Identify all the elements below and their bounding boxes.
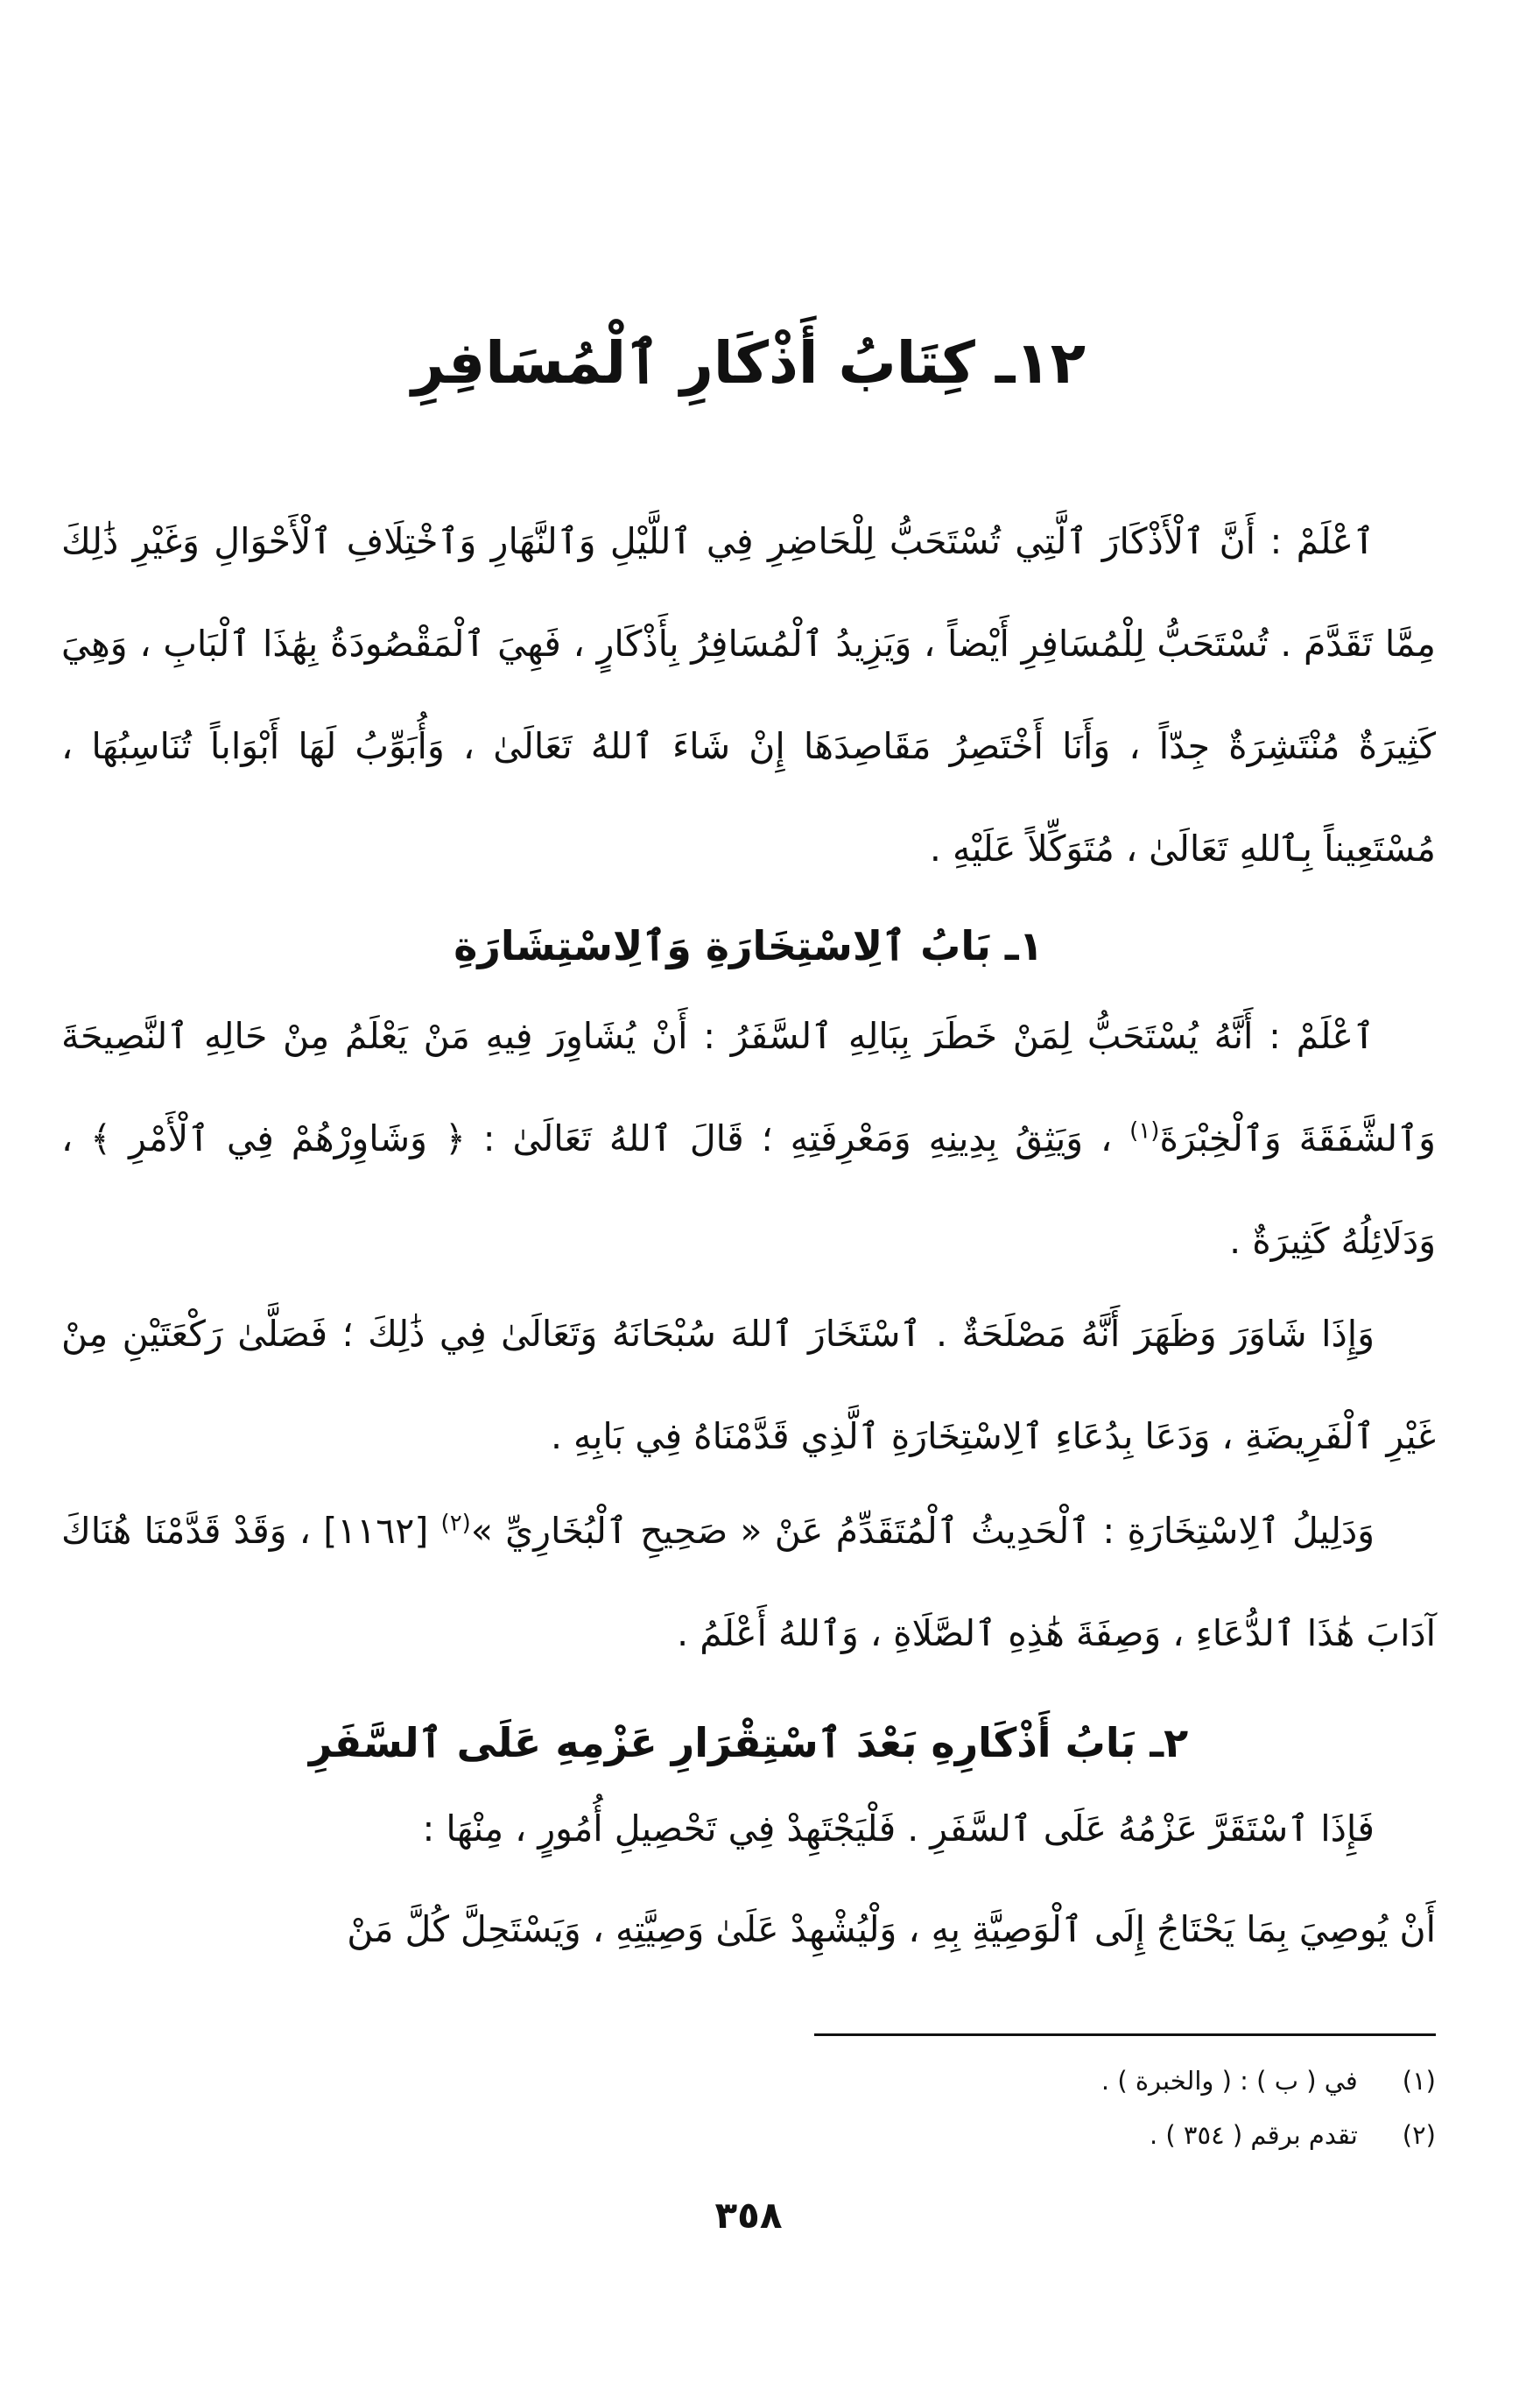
- section-1-paragraph-1-text-b: ، وَيَثِقُ بِدِينِهِ وَمَعْرِفَتِهِ ؛ قَالَ ٱللهُ تَعَالَىٰ : ﴿ وَشَاوِرْهُمْ فِي ٱلْأَمْرِ ﴾ ، وَدَلَائِلُهُ كَثِيرَةٌ .: [61, 1117, 1436, 1262]
- section-2-paragraph-1: فَإِذَا ٱسْتَقَرَّ عَزْمُهُ عَلَى ٱلسَّفَرِ . فَلْيَجْتَهِدْ فِي تَحْصِيلِ أُمُورٍ ، مِنْهَا :: [422, 1808, 1375, 1850]
- section-1-heading: ١ـ بَابُ ٱلِاسْتِخَارَةِ وَٱلِاسْتِشَارَةِ: [454, 922, 1044, 969]
- footnote-item: [560, 2054, 1436, 2108]
- section-2-heading: ٢ـ بَابُ أَذْكَارِهِ بَعْدَ ٱسْتِقْرَارِ عَزْمِهِ عَلَى ٱلسَّفَرِ: [308, 1719, 1189, 1766]
- footnote-divider: [814, 2033, 1436, 2036]
- footnote-ref-1: (١): [1129, 1117, 1160, 1145]
- book-page: [61, 0, 1436, 2403]
- page-number: ٣٥٨: [714, 2194, 783, 2237]
- footnote-text: تقدم برقم ( ٣٥٤ ) .: [1149, 2120, 1358, 2150]
- section-1-paragraph-3-text-b: [١١٦٢] ، وَقَدْ قَدَّمْنَا هُنَاكَ آدَابَ هَٰذَا ٱلدُّعَاءِ ، وَصِفَةَ هَٰذِهِ ٱلصَّلَاةِ ، وَٱللهُ أَعْلَمُ .: [61, 1510, 1436, 1654]
- footnote-number: (٢): [1402, 2120, 1436, 2150]
- section-1-paragraph-2: وَإِذَا شَاوَرَ وَظَهَرَ أَنَّهُ مَصْلَحَةٌ . ٱسْتَخَارَ ٱللهَ سُبْحَانَهُ وَتَعَالَىٰ فِي ذَٰلِكَ ؛ فَصَلَّىٰ رَكْعَتَيْنِ مِنْ غَيْرِ ٱلْفَرِيضَةِ ، وَدَعَا بِدُعَاءِ ٱلِاسْتِخَارَةِ ٱلَّذِي قَدَّمْنَاهُ فِي بَابِهِ .: [61, 1313, 1436, 1457]
- section-1-paragraph-3: [61, 1480, 1436, 1685]
- section-1-paragraph-1-text-a: ٱعْلَمْ : أَنَّهُ يُسْتَحَبُّ لِمَنْ خَطَرَ بِبَالِهِ ٱلسَّفَرُ : أَنْ يُشَاوِرَ فِيهِ مَنْ يَعْلَمُ مِنْ حَالِهِ ٱلنَّصِيحَةَ وَٱلشَّفَقَةَ وَٱلْخِبْرَةَ: [61, 1015, 1436, 1159]
- footnote-ref-2: (٢): [440, 1510, 471, 1537]
- intro-paragraph: ٱعْلَمْ : أَنَّ ٱلْأَذْكَارَ ٱلَّتِي تُسْتَحَبُّ لِلْحَاضِرِ فِي ٱللَّيْلِ وَٱلنَّهَارِ وَٱخْتِلَافِ ٱلْأَحْوَالِ وَغَيْرِ ذَٰلِكَ مِمَّا تَقَدَّمَ . تُسْتَحَبُّ لِلْمُسَافِرِ أَيْضاً ، وَيَزِيدُ ٱلْمُسَافِرُ بِأَذْكَارٍ ، فَهِيَ ٱلْمَقْصُودَةُ بِهَٰذَا ٱلْبَابِ ، وَهِيَ كَثِيرَةٌ مُنْتَشِرَةٌ جِدّاً ، وَأَنَا أَخْتَصِرُ مَقَاصِدَهَا إِنْ شَاءَ ٱللهُ تَعَالَىٰ ، وَأُبَوِّبُ لَهَا أَبْوَاباً تُنَاسِبُهَا ، مُسْتَعِيناً بِٱللهِ تَعَالَىٰ ، مُتَوَكِّلاً عَلَيْهِ .: [61, 520, 1436, 870]
- footnote-item: [560, 2108, 1436, 2162]
- section-1-paragraph-1: [61, 985, 1436, 1293]
- footnotes-list: [560, 2054, 1436, 2162]
- footnote-number: (١): [1402, 2066, 1436, 2096]
- chapter-title: ١٢ـ كِتَابُ أَذْكَارِ ٱلْمُسَافِرِ: [411, 329, 1086, 397]
- section-2-paragraph-2: أَنْ يُوصِيَ بِمَا يَحْتَاجُ إِلَى ٱلْوَصِيَّةِ بِهِ ، وَلْيُشْهِدْ عَلَىٰ وَصِيَّتِهِ ، وَيَسْتَحِلَّ كُلَّ مَنْ: [347, 1908, 1436, 1950]
- section-1-paragraph-3-text-a: وَدَلِيلُ ٱلِاسْتِخَارَةِ : ٱلْحَدِيثُ ٱلْمُتَقَدِّمُ عَنْ « صَحِيحِ ٱلْبُخَارِيِّ »: [470, 1510, 1375, 1552]
- footnote-text: في ( ب ) : ( والخبرة ) .: [1101, 2066, 1358, 2096]
